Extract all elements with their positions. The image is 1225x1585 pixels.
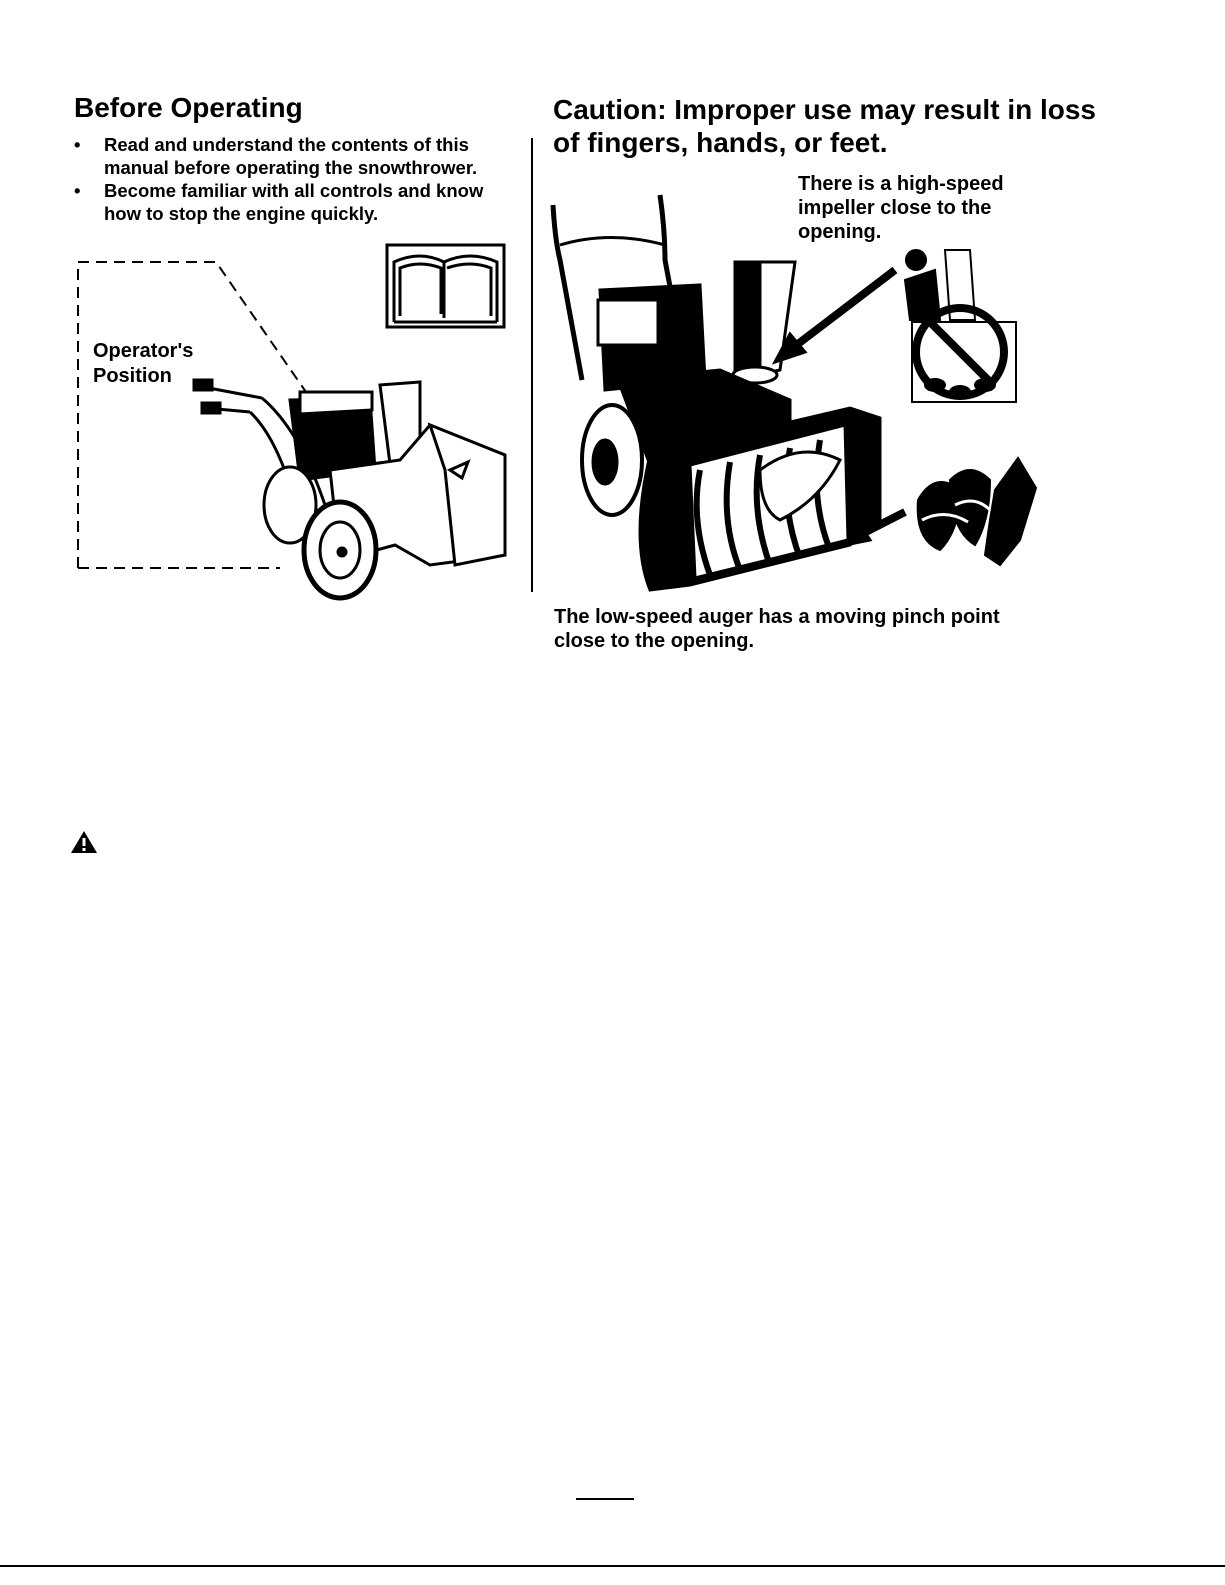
column-divider: [531, 138, 533, 592]
list-item: • Read and understand the contents of this manual before operating the snowthrower.: [74, 134, 478, 178]
snowthrower-auger-illustration: [553, 195, 905, 590]
section-title-before-operating: Before Operating: [74, 92, 303, 123]
warning-triangle-icon: [70, 830, 98, 854]
open-book-icon: [387, 245, 504, 327]
operator-position-label: Operator's Position: [93, 340, 194, 387]
footer-line: [576, 1498, 634, 1500]
impeller-hazard-icon: [905, 250, 1016, 402]
caution-title: Caution: Improper use may result in loss of fingers, hands, or feet.: [553, 94, 1097, 158]
list-item: • Become familiar with all controls and know how to stop the engine quickly.: [74, 180, 484, 224]
snowthrower-illustration: [194, 380, 505, 598]
bottom-rule: [0, 1565, 1225, 1567]
auger-callout: The low-speed auger has a moving pinch point close to the opening.: [554, 606, 1000, 652]
impeller-callout: There is a high-speed impeller close to the opening.: [798, 173, 1004, 243]
auger-hazard-icon: [918, 458, 1036, 565]
